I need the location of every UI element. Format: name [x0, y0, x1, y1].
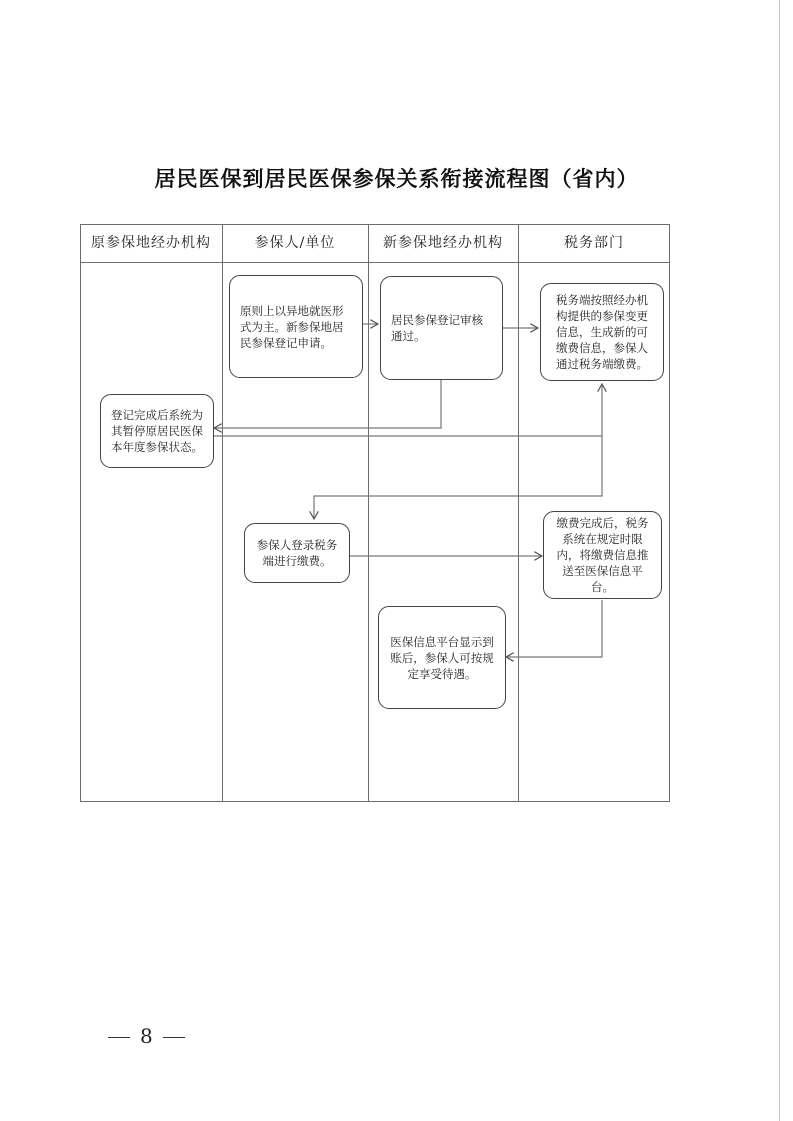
step-benefit-box: [378, 606, 506, 709]
page-number-dash: [108, 1037, 130, 1039]
step-review-text: 居民参保登记审核通过。: [391, 313, 483, 343]
arrow-review-to-suspend: [214, 380, 441, 428]
step-push-text: 缴费完成后，税务系统在规定时限内，将缴费信息推送至医保信息平台。: [556, 516, 649, 594]
step-tax-info-text: 税务端按照经办机构提供的参保变更信息，生成新的可缴费信息，参保人通过税务端缴费。: [556, 293, 648, 371]
step-apply-box: [229, 275, 363, 378]
arrow-tax-to-pay: [314, 436, 602, 519]
column-header-new-agency: 新参保地经办机构: [383, 235, 503, 251]
column-header-tax-department: 税务部门: [564, 235, 624, 251]
page-number-value: 8: [140, 1024, 153, 1048]
step-suspend-text: 登记完成后系统为其暂停原居民医保本年度参保状态。: [111, 408, 203, 454]
diagram-title: 居民医保到居民医保参保关系衔接流程图（省内）: [154, 167, 639, 191]
step-apply-text: 原则上以异地就医形式为主。新参保地居民参保登记申请。: [240, 303, 344, 350]
step-pay-box: [244, 523, 350, 583]
column-header-original-agency: 原参保地经办机构: [91, 235, 211, 251]
step-benefit-text: 医保信息平台显示到账后，参保人可按规定享受待遇。: [390, 634, 494, 681]
column-header-insured-person: 参保人/单位: [254, 235, 336, 251]
step-review-box: [380, 276, 503, 380]
step-suspend-box: [100, 394, 214, 468]
arrow-push-to-benefit: [506, 600, 602, 657]
page-number-dash: [163, 1037, 185, 1039]
page-number: [98, 1024, 195, 1048]
step-tax-info-box: [540, 283, 664, 381]
step-push-box: [543, 511, 662, 599]
step-pay-text: 参保人登录税务端进行缴费。: [256, 538, 338, 568]
